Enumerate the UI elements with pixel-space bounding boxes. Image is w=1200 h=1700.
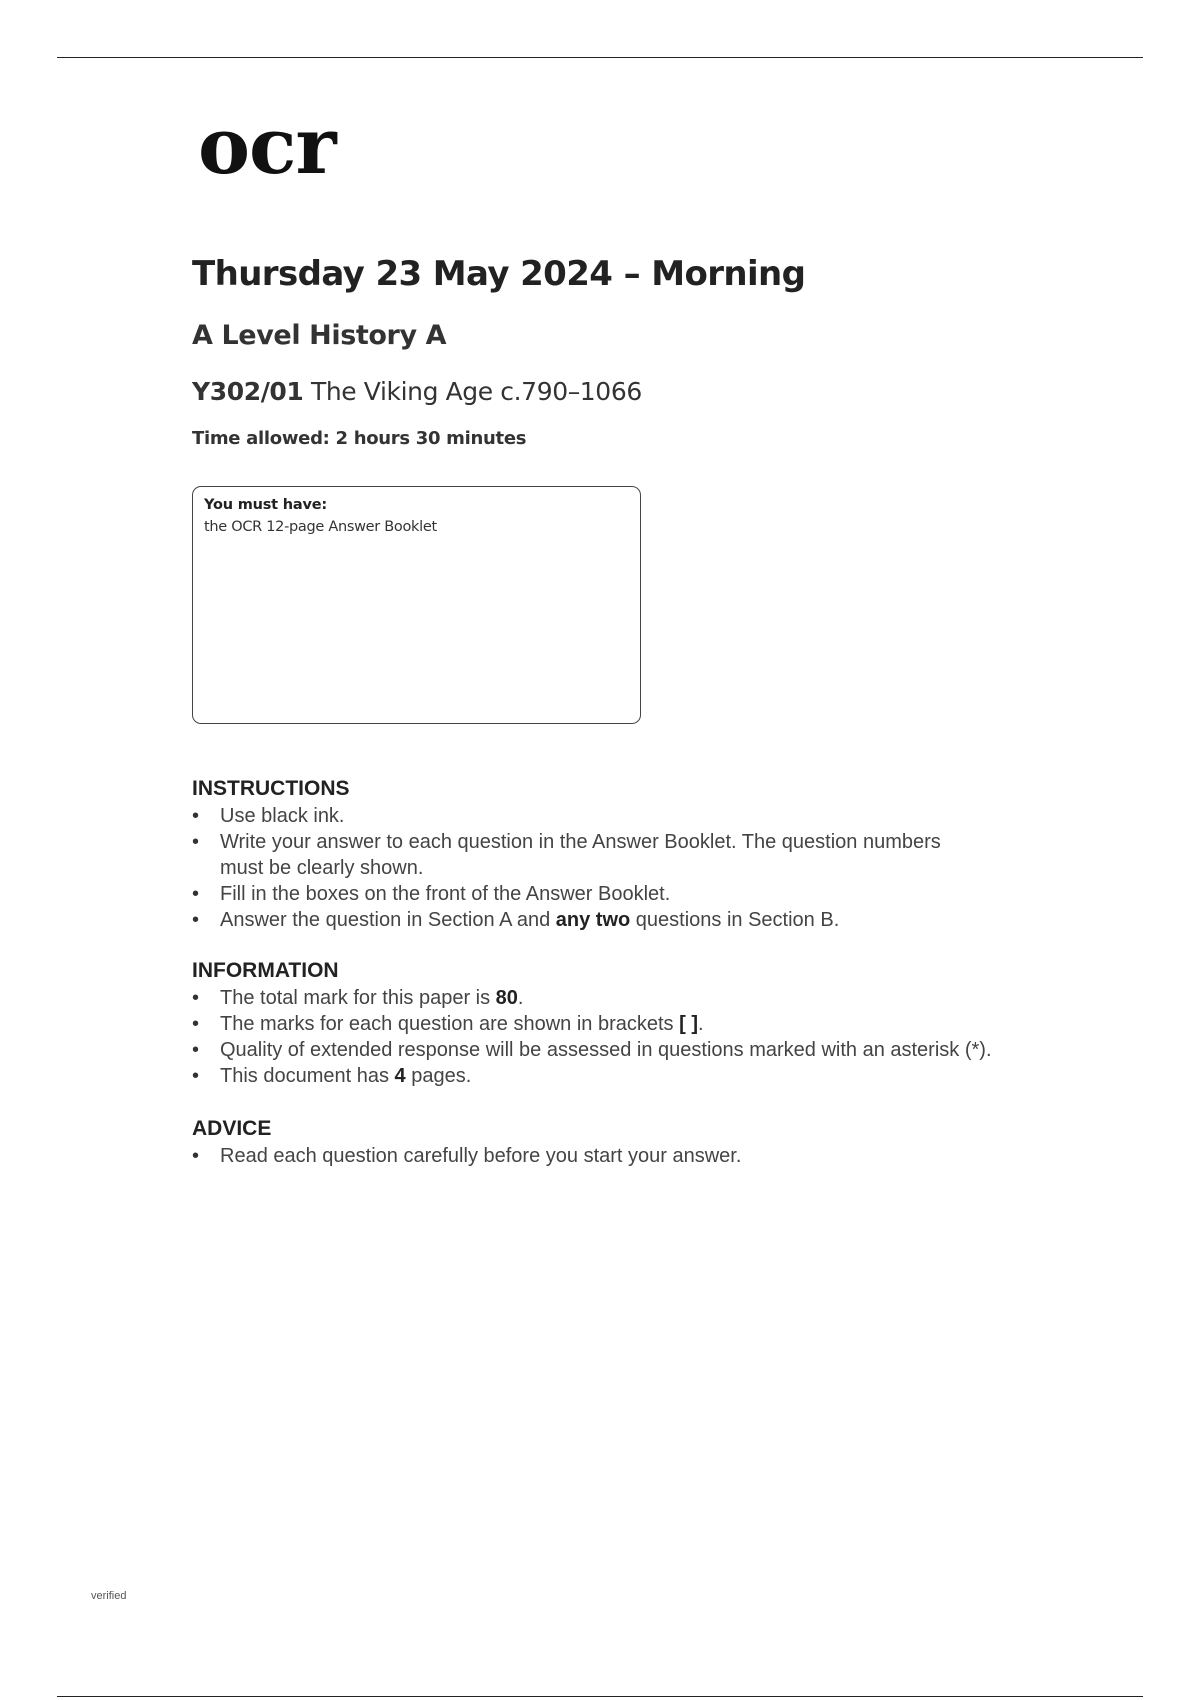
bullet-icon: • [192,1039,200,1061]
bullet-icon: • [192,1145,200,1167]
unit-title [192,377,642,406]
unit-code: Y302/01 [192,377,304,406]
bullet-icon: • [192,1065,200,1087]
list-item: • Quality of extended response will be assessed in questions marked with an asterisk (*). [192,1039,992,1061]
bullet-icon: • [192,883,200,905]
list-item: • The marks for each question are shown in brackets [ ]. [192,1013,704,1035]
instructions-heading: INSTRUCTIONS [192,777,350,800]
list-item: • This document has 4 pages. [192,1065,472,1087]
list-item: • Read each question carefully before you start your answer. [192,1145,742,1167]
list-item: • Answer the question in Section A and any two questions in Section B. [192,909,840,931]
instructions-section [192,776,1092,933]
list-item: • Write your answer to each question in the Answer Booklet. The question numbers [192,831,941,853]
bullet-icon: • [192,909,200,931]
must-have-item: the OCR 12-page Answer Booklet [204,519,437,535]
bullet-icon: • [192,987,200,1009]
advice-heading: ADVICE [192,1117,272,1140]
verified-note: verified [91,1590,127,1602]
list-item-continuation: must be clearly shown. [220,857,424,879]
bullet-icon: • [192,831,200,853]
information-list [192,985,1092,1089]
advice-list [192,1143,1092,1169]
instructions-list [192,803,1092,933]
time-allowed: Time allowed: 2 hours 30 minutes [192,428,527,449]
top-rule [57,57,1143,58]
must-have-label: You must have: [204,497,327,513]
list-item: • The total mark for this paper is 80. [192,987,524,1009]
ocr-logo: ocr [198,101,336,192]
bullet-icon: • [192,805,200,827]
bottom-rule [57,1696,1143,1697]
information-section [192,958,1092,1089]
information-heading: INFORMATION [192,959,339,982]
unit-name: The Viking Age c.790–1066 [310,377,642,406]
list-item: • Use black ink. [192,805,345,827]
qualification-title: A Level History A [192,320,447,351]
list-item: • Fill in the boxes on the front of the Answer Booklet. [192,883,671,905]
exam-date-title: Thursday 23 May 2024 – Morning [192,254,806,294]
must-have-box [192,486,641,724]
advice-section [192,1116,1092,1169]
bullet-icon: • [192,1013,200,1035]
